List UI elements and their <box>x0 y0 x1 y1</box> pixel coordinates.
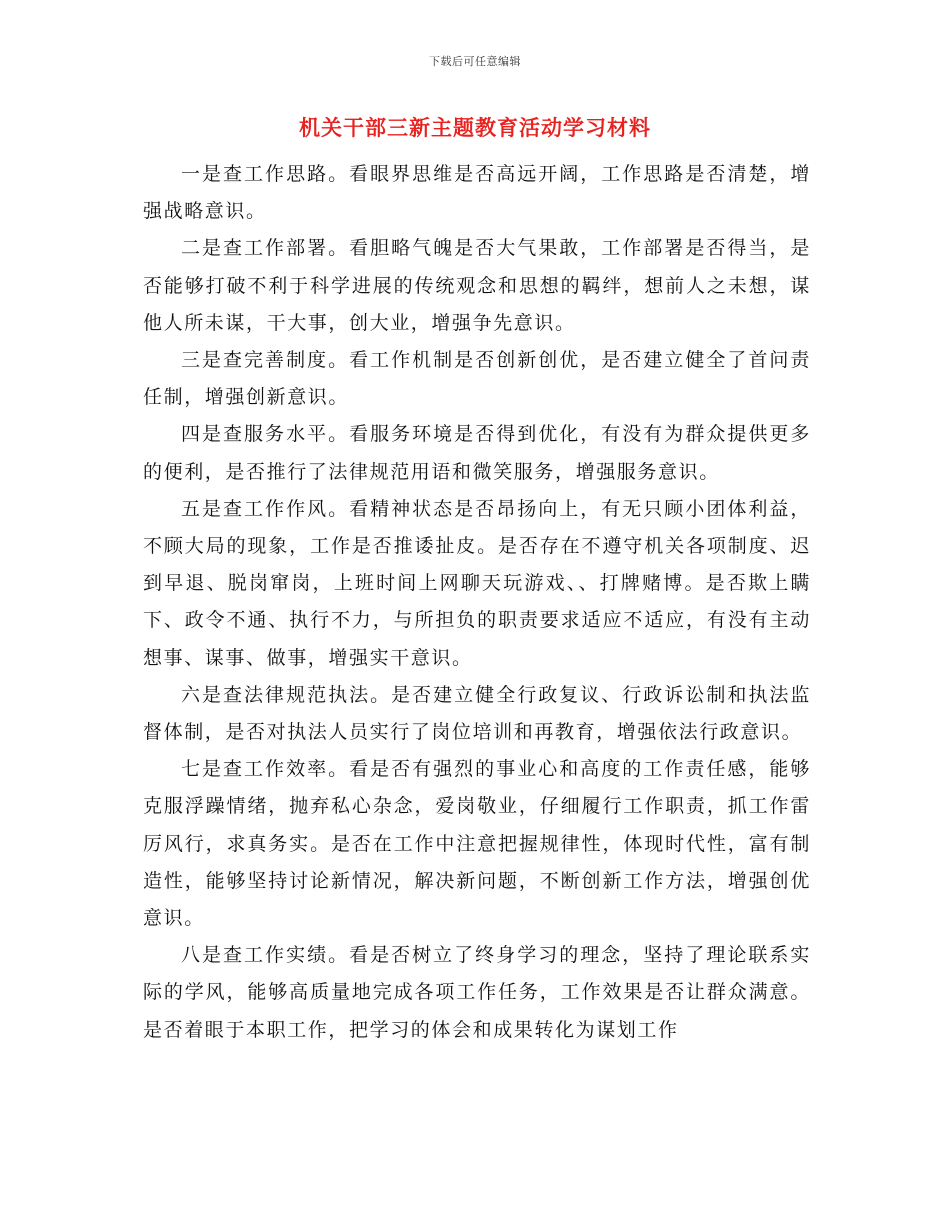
paragraph-7: 七是查工作效率。看是否有强烈的事业心和高度的工作责任感，能够克服浮躁情绪，抛弃私心杂念，爱岗敬业，仔细履行工作职责，抓工作雷厉风行，求真务实。是否在工作中注意把握规律性，体现时代性，富有制造性，能够坚持讨论新情况，解决新问题，不断创新工作方法，增强创优意识。 <box>143 758 811 930</box>
paragraph-8: 八是查工作实绩。看是否树立了终身学习的理念，坚持了理论联系实际的学风，能够高质量地完成各项工作任务，工作效果是否让群众满意。是否着眼于本职工作，把学习的体会和成果转化为谋划工作 <box>143 944 811 1041</box>
paragraph-3: 三是查完善制度。看工作机制是否创新创优，是否建立健全了首问责任制，增强创新意识。 <box>143 349 811 409</box>
header-note: 下载后可任意编辑 <box>429 55 521 68</box>
paragraph-2: 二是查工作部署。看胆略气魄是否大气果敢，工作部署是否得当，是否能够打破不利于科学进展的传统观念和思想的羁绊，想前人之未想，谋他人所未谋，干大事，创大业，增强争先意识。 <box>143 237 811 334</box>
paragraph-5: 五是查工作作风。看精神状态是否昂扬向上，有无只顾小团体利益，不顾大局的现象，工作是否推诿扯皮。是否存在不遵守机关各项制度、迟到早退、脱岗窜岗，上班时间上网聊天玩游戏、、打牌赌博。是否欺上瞒下、政令不通、执行不力，与所担负的职责要求适应不适应，有没有主动想事、谋事、做事，增强实干意识。 <box>143 497 811 669</box>
document-body <box>143 156 811 1049</box>
document-title: 机关干部三新主题教育活动学习材料 <box>299 115 651 140</box>
paragraph-1: 一是查工作思路。看眼界思维是否高远开阔，工作思路是否清楚，增强战略意识。 <box>143 163 811 223</box>
paragraph-6: 六是查法律规范执法。是否建立健全行政复议、行政诉讼制和执法监督体制，是否对执法人员实行了岗位培训和再教育，增强依法行政意识。 <box>143 683 811 744</box>
paragraph-4: 四是查服务水平。看服务环境是否得到优化，有没有为群众提供更多的便利，是否推行了法律规范用语和微笑服务，增强服务意识。 <box>143 423 811 483</box>
